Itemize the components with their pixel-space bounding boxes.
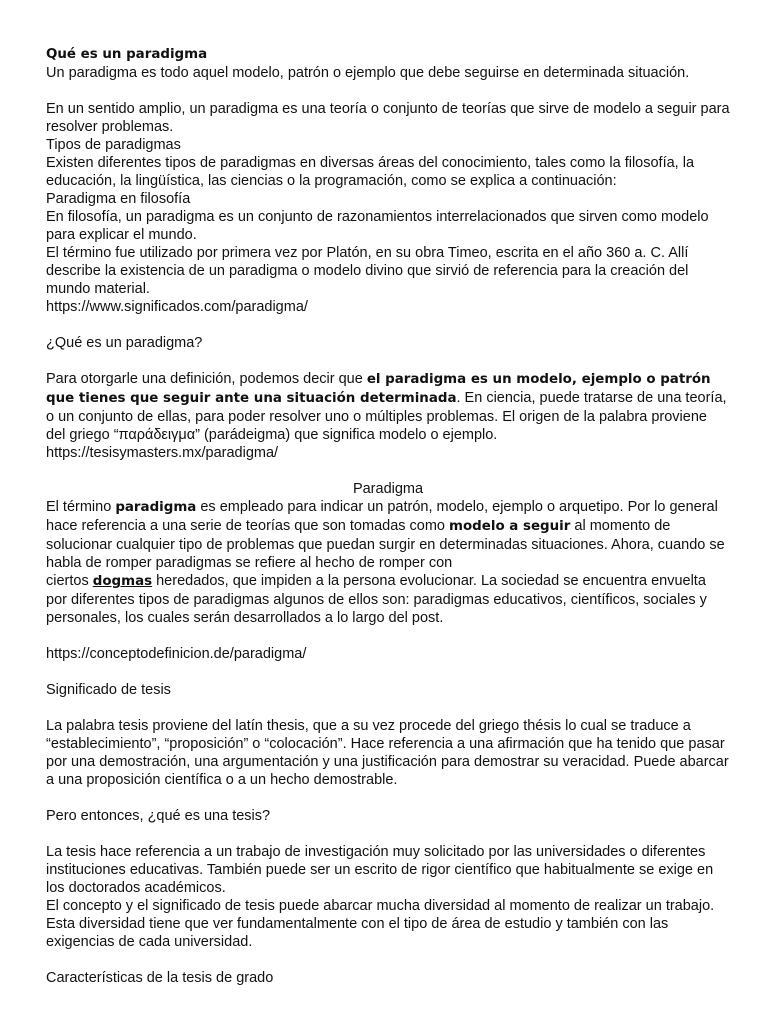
paragraph: La tesis hace referencia a un trabajo de investigación muy solicitado por las universidades o diferentes instituciones educativas. También puede ser un escrito de rigor científico que habitualmente se exige en los doctorados académicos. (46, 844, 714, 896)
spacer (46, 316, 730, 334)
paragraph: Un paradigma es todo aquel modelo, patrón o ejemplo que debe seguirse en determinada situación. (46, 65, 690, 81)
bold-text: el paradigma es un modelo, ejemplo o patrón que tienes que seguir ante una situación determinada (46, 372, 711, 406)
question-line: Pero entonces, ¿qué es una tesis? (46, 808, 271, 824)
section-title: Qué es un paradigma (46, 47, 208, 62)
source-url: https://www.significados.com/paradigma/ (46, 299, 308, 315)
text-run: . En ciencia, puede tratarse de una teoría, o un conjunto de ellas, para poder resolver uno o múltiples problemas. El origen de la palabra proviene del griego “παράδειγμα” (parádeigma) que significa modelo o ejemplo. (46, 390, 727, 443)
paragraph: Existen diferentes tipos de paradigmas en diversas áreas del conocimiento, tales como la filosofía, la educación, la lingüística, las ciencias o la programación, como se explica a continuación: (46, 155, 695, 189)
source-url: https://tesisymasters.mx/paradigma/ (46, 445, 279, 461)
paragraph (46, 370, 730, 444)
paragraph: El término fue utilizado por primera vez por Platón, en su obra Timeo, escrita en el año 360 a. C. Allí describe la existencia de un paradigma o modelo divino que sirvió de referencia para la creación del mundo material. (46, 245, 689, 297)
paragraph (46, 498, 730, 572)
spacer (46, 462, 730, 480)
paragraph (46, 572, 730, 627)
dogmas-link[interactable]: dogmas (92, 574, 153, 589)
bold-text: paradigma (115, 500, 197, 515)
spacer (46, 951, 730, 969)
paragraph: En un sentido amplio, un paradigma es una teoría o conjunto de teorías que sirve de modelo a seguir para resolver problemas. (46, 101, 730, 135)
spacer (46, 352, 730, 370)
text-run: es empleado para indicar un patrón, modelo, ejemplo o arquetipo. Por lo general hace referencia a una serie de teorías que son tomadas como (46, 499, 718, 534)
spacer (46, 82, 730, 100)
spacer (46, 825, 730, 843)
paragraph: En filosofía, un paradigma es un conjunto de razonamientos interrelacionados que sirven como modelo para explicar el mundo. (46, 209, 709, 243)
text-run: heredados, que impiden a la persona evolucionar. La sociedad se encuentra envuelta por diferentes tipos de paradigmas algunos de ellos son: paradigmas educativos, científicos, sociales y personales, los cuales serán desarrollados a lo largo del post. (46, 573, 707, 626)
text-run: Para otorgarle una definición, podemos decir que (46, 371, 367, 387)
section-heading: Características de la tesis de grado (46, 970, 274, 986)
text-run: El término (46, 499, 116, 515)
spacer (46, 699, 730, 717)
paragraph: El concepto y el significado de tesis puede abarcar mucha diversidad al momento de realizar un trabajo. Esta diversidad tiene que ver fundamentalmente con el tipo de área de estudio y también con las exigencias de cada universidad. (46, 898, 715, 950)
section-heading: ¿Qué es un paradigma? (46, 335, 203, 351)
text-run: ciertos (46, 573, 93, 589)
spacer (46, 789, 730, 807)
bold-text: modelo a seguir (449, 519, 571, 534)
source-url: https://conceptodefinicion.de/paradigma/ (46, 646, 307, 662)
section-heading: Paradigma (352, 481, 424, 497)
section-heading: Significado de tesis (46, 682, 171, 698)
subheading: Paradigma en filosofía (46, 191, 191, 207)
subheading: Tipos de paradigmas (46, 137, 181, 153)
paragraph: La palabra tesis proviene del latín thesis, que a su vez procede del griego thésis lo cual se traduce a “establecimiento”, “proposición” o “colocación”. Hace referencia a una afirmación que ha tenido que pasar por una demostración, una argumentación y una justificación para demostrar su veracidad. Puede abarcar a una proposición científica o a un hecho demostrable. (46, 718, 729, 788)
spacer (46, 663, 730, 681)
text-run: al momento de solucionar cualquier tipo de problemas que puedan surgir en determinadas situaciones. Ahora, cuando se habla de romper paradigmas se refiere al hecho de romper con (46, 518, 725, 571)
spacer (46, 627, 730, 645)
document-page (46, 46, 730, 987)
